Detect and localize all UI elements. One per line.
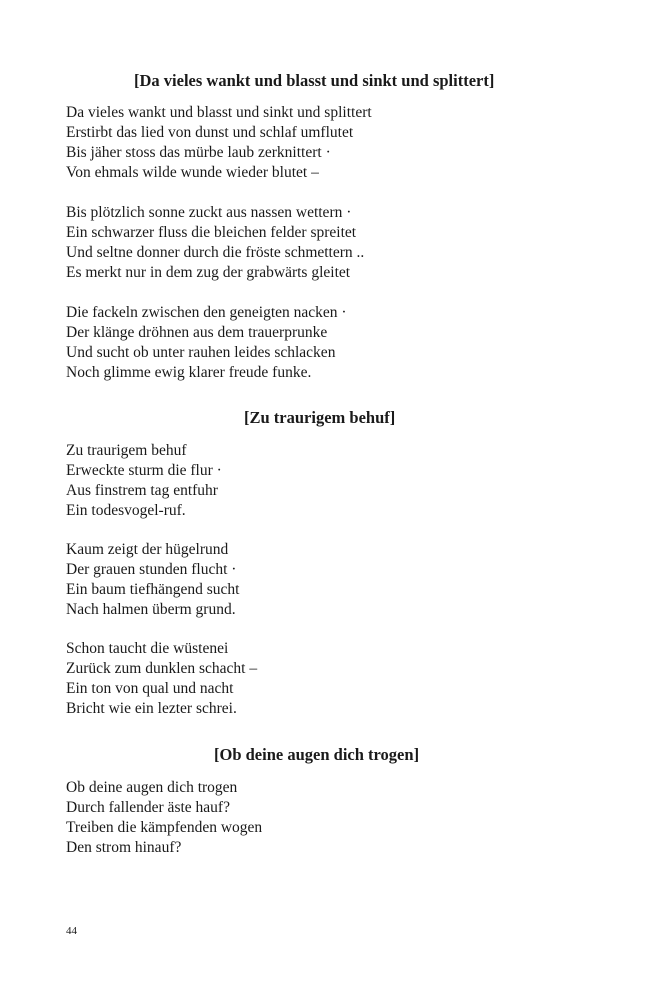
verse-line: Durch fallender äste hauf? — [66, 799, 230, 816]
verse-line: Der grauen stunden flucht · — [66, 561, 237, 578]
stanza — [66, 778, 262, 858]
verse-line: Bricht wie ein lezter schrei. — [66, 700, 237, 717]
verse-line: Erweckte sturm die flur · — [66, 462, 222, 479]
stanza — [66, 303, 347, 383]
verse-line: Noch glimme ewig klarer freude funke. — [66, 364, 312, 381]
verse-line: Da vieles wankt und blasst und sinkt und splittert — [66, 104, 372, 121]
poem-title: [Ob deine augen dich trogen] — [214, 745, 420, 764]
verse-line: Ein baum tiefhängend sucht — [66, 581, 240, 598]
verse-line: Zu traurigem behuf — [66, 442, 187, 459]
poem-title: [Da vieles wankt und blasst und sinkt und splittert] — [134, 71, 495, 90]
verse-line: Ein schwarzer fluss die bleichen felder spreitet — [66, 224, 357, 241]
verse-line: Schon taucht die wüstenei — [66, 640, 229, 657]
verse-line: Ob deine augen dich trogen — [66, 779, 238, 796]
verse-line: Ein todesvogel-ruf. — [66, 502, 186, 519]
page-number: 44 — [66, 925, 77, 937]
verse-line: Bis plötzlich sonne zuckt aus nassen wettern · — [66, 204, 352, 221]
verse-line: Den strom hinauf? — [66, 839, 182, 856]
stanza — [66, 441, 222, 521]
verse-line: Nach halmen überm grund. — [66, 601, 236, 618]
verse-line: Treiben die kämpfenden wogen — [66, 819, 263, 836]
verse-line: Aus finstrem tag entfuhr — [66, 482, 218, 499]
stanza — [66, 639, 257, 719]
verse-line: Der klänge dröhnen aus dem trauerprunke — [66, 324, 328, 341]
verse-line: Und sucht ob unter rauhen leides schlacken — [66, 344, 336, 361]
verse-line: Es merkt nur in dem zug der grabwärts gleitet — [66, 264, 351, 281]
stanza — [66, 103, 372, 183]
poem-title: [Zu traurigem behuf] — [244, 408, 396, 427]
verse-line: Ein ton von qual und nacht — [66, 680, 234, 697]
verse-line: Von ehmals wilde wunde wieder blutet – — [66, 164, 319, 181]
verse-line: Zurück zum dunklen schacht – — [66, 660, 258, 677]
stanza — [66, 203, 364, 283]
stanza — [66, 540, 239, 620]
verse-line: Bis jäher stoss das mürbe laub zerknittert · — [66, 144, 331, 161]
verse-line: Die fackeln zwischen den geneigten nacken · — [66, 304, 347, 321]
verse-line: Erstirbt das lied von dunst und schlaf umflutet — [66, 124, 354, 141]
verse-line: Kaum zeigt der hügelrund — [66, 541, 229, 558]
verse-line: Und seltne donner durch die fröste schmettern .. — [66, 244, 365, 261]
